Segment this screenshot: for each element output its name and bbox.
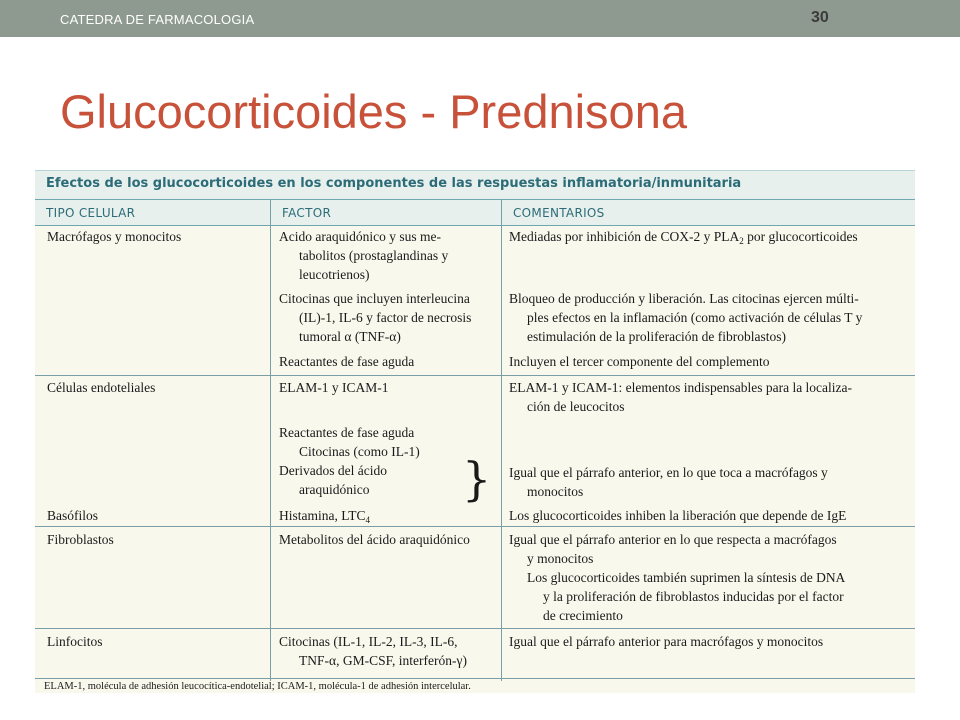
column-header-label: COMENTARIOS: [513, 206, 605, 220]
factor-cytokines-1: Citocinas que incluyen interleucina: [279, 291, 470, 306]
column-divider: [270, 200, 271, 681]
cell-type-endothelial: Células endoteliales: [47, 380, 156, 395]
curly-brace: }: [462, 452, 492, 506]
column-header-factor: [271, 200, 501, 226]
column-header-label: TIPO CELULAR: [46, 206, 136, 220]
factor-lympho-2: TNF-α, GM-CSF, interferón-γ): [299, 653, 467, 668]
comment-block-1: Bloqueo de producción y liberación. Las citocinas ejercen múlti-: [509, 291, 859, 306]
table-caption: [35, 171, 915, 201]
factor-arachidonic-3: leucotrienos): [299, 267, 370, 282]
factor-elam: ELAM-1 y ICAM-1: [279, 380, 389, 395]
factor-lympho-1: Citocinas (IL-1, IL-2, IL-3, IL-6,: [279, 634, 458, 649]
column-divider: [501, 200, 502, 681]
comment-fibro-4: y la proliferación de fibroblastos inducidas por el factor: [543, 589, 844, 604]
comment-basophils: Los glucocorticoides inhiben la liberación que depende de IgE: [509, 508, 847, 523]
comment-same-macro-1: Igual que el párrafo anterior, en lo que toca a macrófagos y: [509, 465, 828, 480]
factor-histamine-text: Histamina, LTC: [279, 508, 366, 523]
header-bar: [0, 0, 960, 37]
column-header-label: FACTOR: [282, 206, 332, 220]
row-divider: [35, 628, 915, 629]
factor-derivatives-1: Derivados del ácido: [279, 463, 387, 478]
slide-title: Glucocorticoides - Prednisona: [60, 85, 687, 138]
department-label: CATEDRA DE FARMACOLOGIA: [60, 12, 255, 27]
row-divider: [35, 375, 915, 376]
page-number: 30: [811, 9, 829, 26]
factor-cytokines-3: tumoral α (TNF-α): [299, 329, 401, 344]
cell-type-fibroblasts: Fibroblastos: [47, 532, 114, 547]
comment-complement: Incluyen el tercer componente del complemento: [509, 354, 770, 369]
comment-mediated-tail: por glucocorticoides: [743, 229, 858, 244]
factor-cytokines-il1: Citocinas (como IL-1): [299, 444, 420, 459]
comment-block-2: ples efectos en la inflamación (como activación de células T y: [527, 310, 863, 325]
comment-block-3: estimulación de la proliferación de fibroblastos): [527, 329, 787, 344]
factor-arachidonic-2: tabolitos (prostaglandinas y: [299, 248, 449, 263]
subscript: 4: [365, 515, 370, 525]
factor-histamine: [279, 506, 370, 525]
comment-fibro-1: Igual que el párrafo anterior en lo que respecta a macrófagos: [509, 532, 837, 547]
table-caption-text: Efectos de los glucocorticoides en los componentes de las respuestas inflamatoria/inmunitaria: [46, 176, 742, 191]
column-header-cell-type: [35, 200, 270, 226]
comment-mediated-text: Mediadas por inhibición de COX-2 y PLA: [509, 229, 740, 244]
comment-fibro-3: Los glucocorticoides también suprimen la síntesis de DNA: [527, 570, 846, 585]
cell-type-basophils: Basófilos: [47, 508, 99, 523]
comment-lympho: Igual que el párrafo anterior para macrófagos y monocitos: [509, 634, 824, 649]
comment-same-macro-2: monocitos: [527, 484, 584, 499]
comment-elam-1: ELAM-1 y ICAM-1: elementos indispensables para la localiza-: [509, 380, 853, 395]
cell-type-lymphocytes: Linfocitos: [47, 634, 103, 649]
comment-fibro-2: y monocitos: [527, 551, 594, 566]
column-header-comments: [502, 200, 915, 226]
comment-mediated: [509, 227, 858, 246]
factor-arachidonic-1: Acido araquidónico y sus me-: [279, 229, 441, 244]
comment-elam-2: ción de leucocitos: [527, 399, 625, 414]
row-divider: [35, 678, 915, 679]
factor-derivatives-2: araquidónico: [299, 482, 370, 497]
factor-acute-phase-2: Reactantes de fase aguda: [279, 425, 415, 440]
comment-fibro-5: de crecimiento: [543, 608, 623, 623]
effects-table: [35, 170, 915, 693]
factor-metabolites: Metabolitos del ácido araquidónico: [279, 532, 470, 547]
cell-type-macrophages: Macrófagos y monocitos: [47, 229, 182, 244]
factor-cytokines-2: (IL)-1, IL-6 y factor de necrosis: [299, 310, 472, 325]
row-divider: [35, 526, 915, 527]
subscript: 2: [739, 236, 744, 246]
factor-acute-phase: Reactantes de fase aguda: [279, 354, 415, 369]
table-footnote: ELAM-1, molécula de adhesión leucocítica-endotelial; ICAM-1, molécula-1 de adhesión intercelular.: [44, 681, 471, 692]
